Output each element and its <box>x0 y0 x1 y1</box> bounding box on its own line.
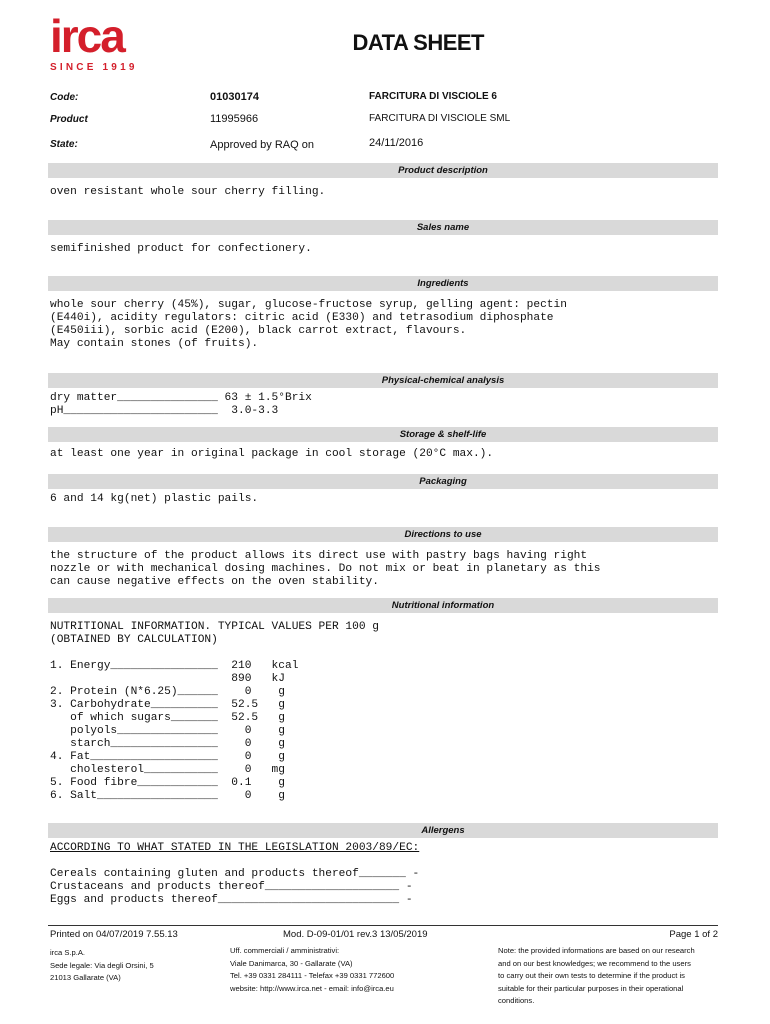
section-bar-nutrition <box>48 598 718 613</box>
product-desc: FARCITURA DI VISCIOLE SML <box>369 113 511 124</box>
state-value: Approved by RAQ on <box>210 139 314 151</box>
mod-rev: Mod. D-09-01/01 rev.3 13/05/2019 <box>283 929 428 940</box>
section-title: Sales name <box>416 222 470 233</box>
state-date: 24/11/2016 <box>369 137 424 149</box>
directions-text: the structure of the product allows its direct use with pastry bags having right nozzle or with mechanical dosing machines. Do not mix or beat in planetary as this can cause negative effects on the oven stability. <box>50 550 601 588</box>
printed-on: Printed on 04/07/2019 7.55.13 <box>50 929 178 940</box>
irca-logo <box>50 10 144 73</box>
logo-word: irca <box>50 10 124 62</box>
nutrition-text: NUTRITIONAL INFORMATION. TYPICAL VALUES PER 100 g (OBTAINED BY CALCULATION) 1. Energy________________ 210 kcal 890 kJ 2. Protein (N*6.25)______ 0 g 3. Carbohydrate__________ 52.5 g of which sugars_______ 52.5 g polyols_______________ 0 g starch________________ 0 g 4. Fat___________________ 0 g cholesterol___________ 0 mg 5. Food fibre____________ 0.1 g 6. Salt__________________ 0 g <box>50 621 379 802</box>
section-title: Physical-chemical analysis <box>381 375 505 386</box>
allergens-heading: ACCORDING TO WHAT STATED IN THE LEGISLATION 2003/89/EC: <box>50 842 420 854</box>
section-bar-allergens <box>48 823 718 838</box>
disclaimer-note: Note: the provided informations are based on our research and on our best knowledges; we recommend to the users to carry out their own tests to determine if the product is suitable for their particular purposes in their operational conditions. <box>498 946 695 1005</box>
doc-title: DATA SHEET <box>352 30 484 55</box>
section-bar-packaging <box>48 474 718 489</box>
physical-text: dry matter_______________ 63 ± 1.5°Brix pH_______________________ 3.0-3.3 <box>50 392 312 417</box>
state-label: State: <box>50 139 78 150</box>
section-title: Allergens <box>421 825 465 836</box>
company-offices: Uff. commerciali / amministrativi: Viale Danimarca, 30 - Gallarate (VA) Tel. +39 0331 284111 - Telefax +39 0331 772600 website: http://www.irca.net - email: info@irca.eu <box>230 946 395 993</box>
section-title: Storage & shelf-life <box>399 429 487 440</box>
section-title: Product description <box>398 165 488 176</box>
product-label: Product <box>50 114 88 125</box>
allergens-text: Cereals containing gluten and products thereof_______ - Crustaceans and products thereof____________________ - Eggs and products thereof___________________________ - <box>50 868 420 906</box>
section-title: Ingredients <box>417 278 469 289</box>
section-bar-product-description <box>48 163 718 178</box>
section-title: Packaging <box>419 476 467 487</box>
code-label: Code: <box>50 92 79 103</box>
logo-since: SINCE 1919 <box>50 62 138 73</box>
section-bar-directions <box>48 527 718 542</box>
code-value: 01030174 <box>210 91 259 103</box>
packaging-text: 6 and 14 kg(net) plastic pails. <box>50 493 259 505</box>
page-number: Page 1 of 2 <box>669 929 718 940</box>
code-desc: FARCITURA DI VISCIOLE 6 <box>369 91 497 102</box>
storage-text: at least one year in original package in cool storage (20°C max.). <box>50 448 494 460</box>
company-address: irca S.p.A. Sede legale: Via degli Orsini, 5 21013 Gallarate (VA) <box>50 948 154 982</box>
section-title: Directions to use <box>404 529 482 540</box>
product-value: 11995966 <box>210 113 259 125</box>
section-bar-sales-name <box>48 220 718 235</box>
ingredients-text: whole sour cherry (45%), sugar, glucose-fructose syrup, gelling agent: pectin (E440i), acidity regulators: citric acid (E330) and tetrasodium diphosphate (E450iii), sorbic acid (E200), black carrot extract, flavours. May contain stones (of fruits). <box>50 299 567 350</box>
sales-name-text: semifinished product for confectionery. <box>50 243 312 255</box>
footer-rule <box>48 925 718 926</box>
section-bar-physical <box>48 373 718 388</box>
product-description-text: oven resistant whole sour cherry filling. <box>50 186 326 198</box>
section-bar-storage <box>48 427 718 442</box>
section-bar-ingredients <box>48 276 718 291</box>
section-title: Nutritional information <box>391 600 495 611</box>
